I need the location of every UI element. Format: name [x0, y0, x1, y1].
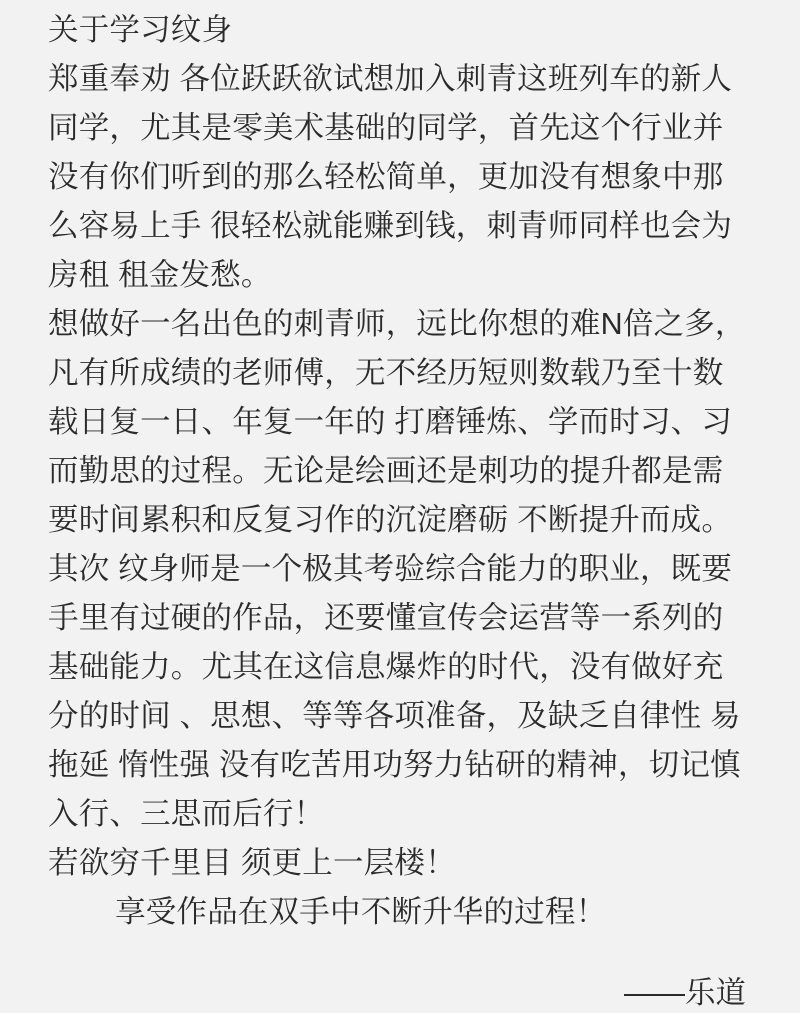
signature-text: ——乐道: [624, 976, 746, 1010]
document-closing: 享受作品在双手中不断升华的过程！: [115, 895, 607, 929]
document-signature: [48, 973, 754, 1013]
document-paragraph: 想做好一名出色的刺青师，远比你想的难N倍之多，凡有所成绩的老师傅，无不经历短则数载乃至十数载日复一日、年复一年的 打磨锤炼、学而时习、习而勤思的过程。无论是绘画还是刺功的提升都是需要时间累积和反复习作的沉淀磨砺 不断提升而成。: [48, 307, 746, 537]
document-paragraph: 若欲穷千里目 须更上一层楼！: [48, 846, 456, 880]
document-body: [48, 6, 754, 937]
document-paragraph: 郑重奉劝 各位跃跃欲试想加入刺青这班列车的新人同学，尤其是零美术基础的同学，首先这个行业并没有你们听到的那么轻松简单，更加没有想象中那么容易上手 很轻松就能赚到钱，刺青师同样也会为房租 租金发愁。: [48, 62, 733, 292]
document-title: 关于学习纹身: [48, 13, 233, 47]
document-paragraph: 其次 纹身师是一个极其考验综合能力的职业，既要手里有过硬的作品，还要懂宣传会运营等一系列的基础能力。尤其在这信息爆炸的时代，没有做好充分的时间 、思想、等等各项准备，及缺乏自律性 易拖延 惰性强 没有吃苦用功努力钻研的精神，切记慎入行、三思而后行！: [48, 552, 741, 831]
